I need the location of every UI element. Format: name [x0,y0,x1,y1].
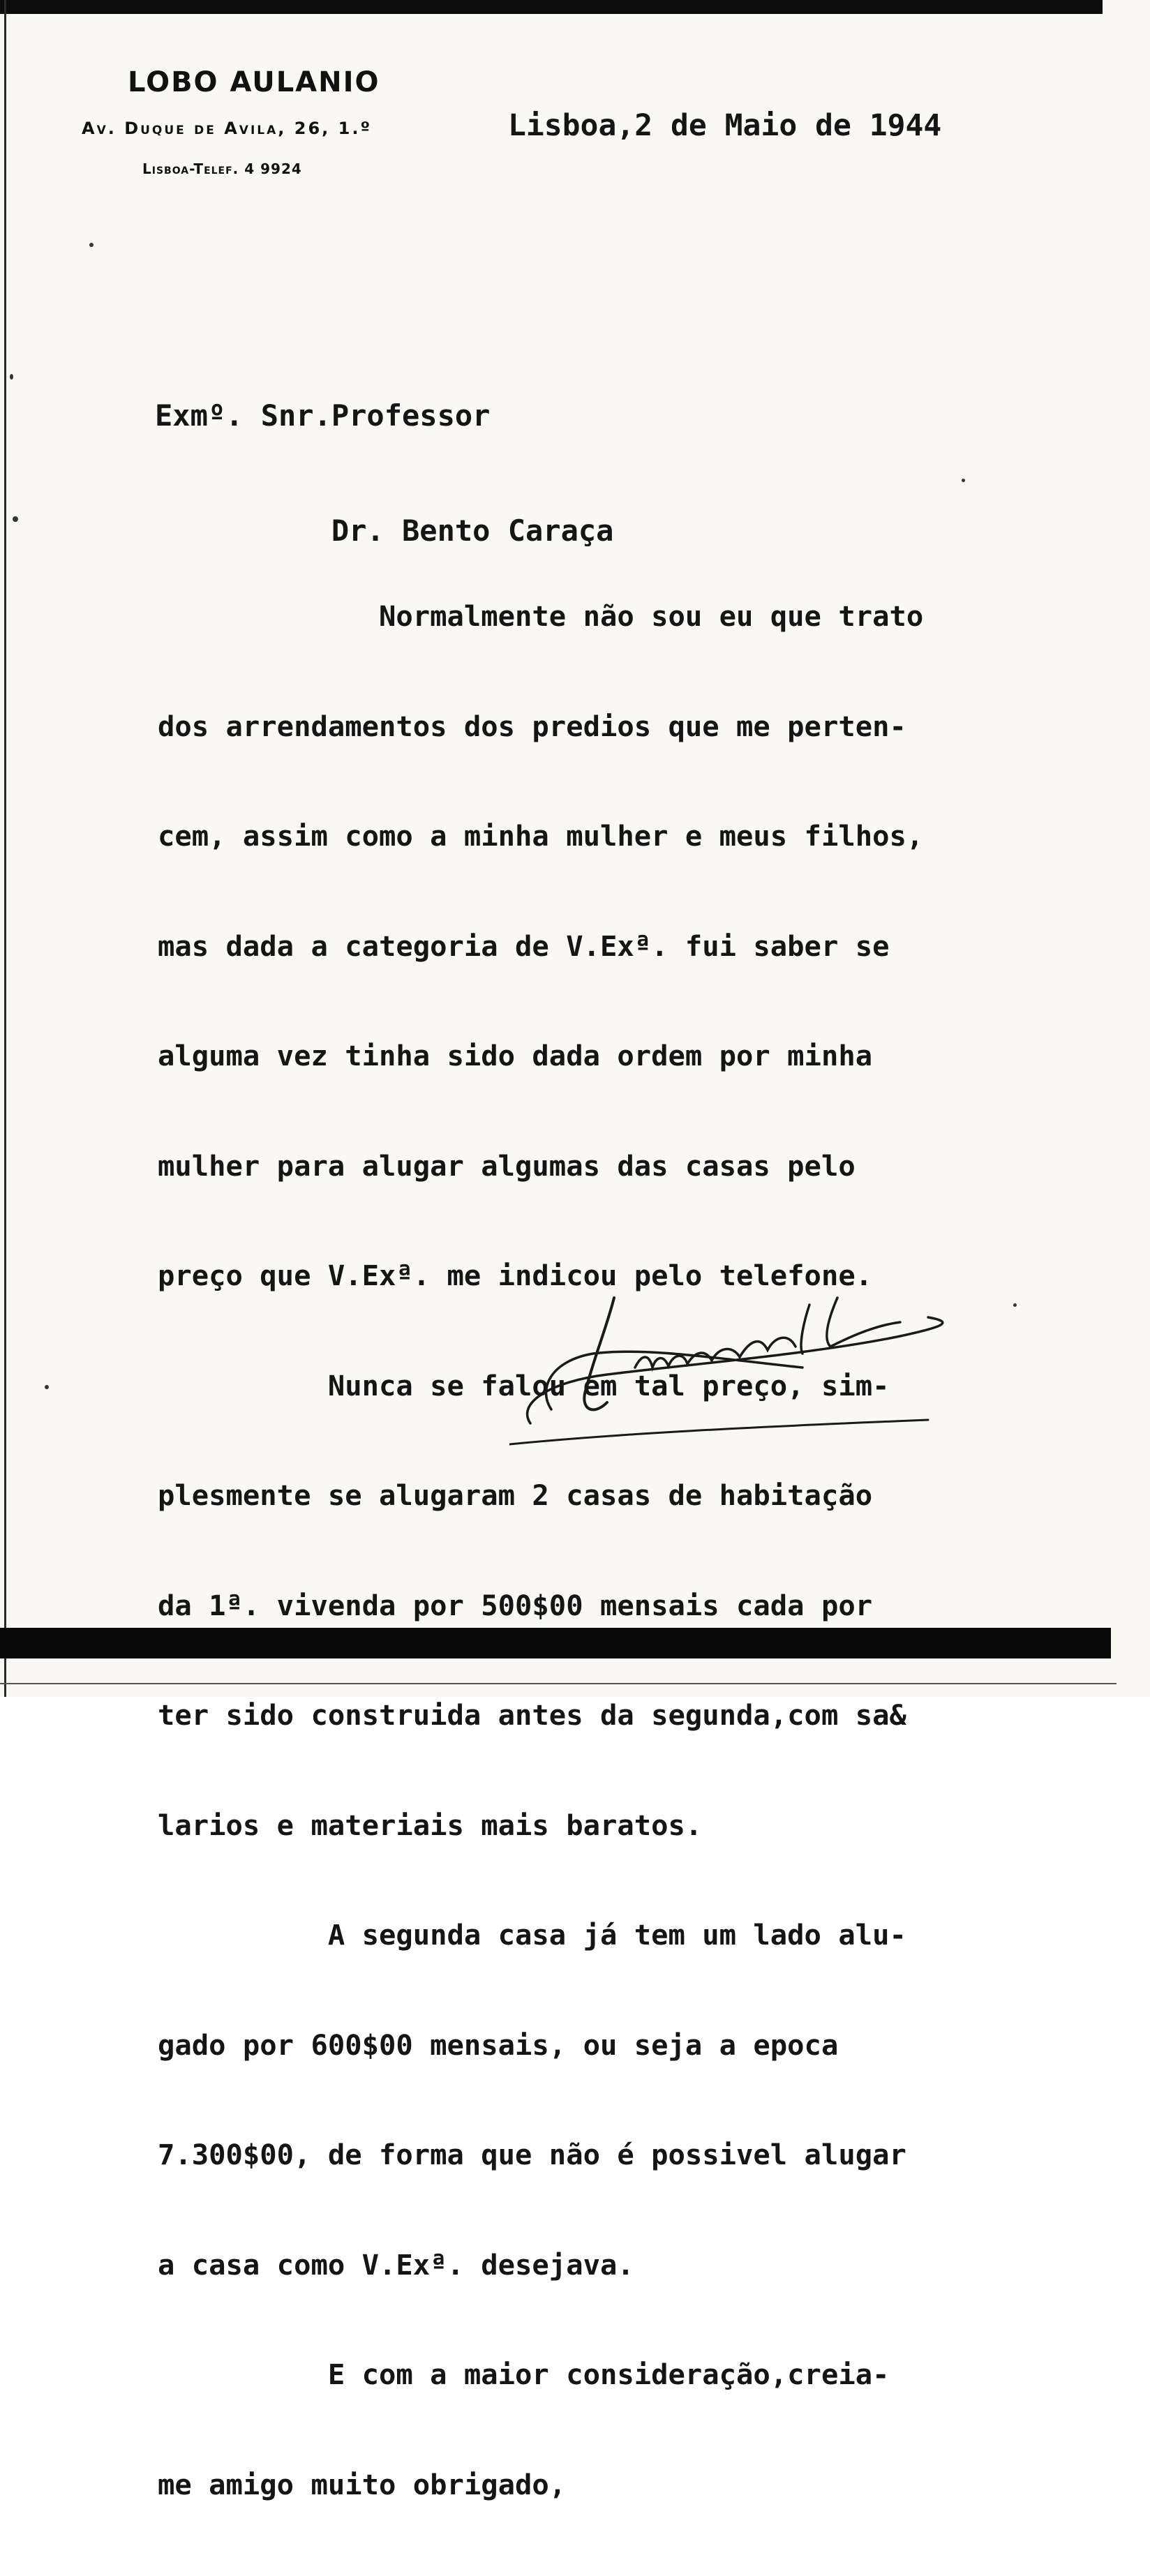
body-line: plesmente se alugaram 2 casas de habitação [158,1478,873,1512]
scan-speck [89,243,94,247]
scan-speck [962,479,965,482]
body-line: Normalmente não sou eu que trato [158,599,924,633]
scan-speck [10,374,13,380]
scan-speck [1013,1303,1017,1307]
letterhead-address: Av. Duque de Avila, 26, 1.º [82,119,372,138]
letterhead-phone: Lisboa-Telef. 4 9924 [142,160,302,177]
body-line: a casa como V.Exª. desejava. [158,2247,634,2282]
body-line: gado por 600$00 mensais, ou seja a epoca [158,2028,839,2062]
body-line: dos arrendamentos dos predios que me perten- [158,709,906,743]
body-line: alguma vez tinha sido dada ordem por minha [158,1039,873,1072]
body-line: mas dada a categoria de V.Exª. fui saber se [158,929,890,963]
body-line: Nunca se falou em tal preço, sim- [158,1368,890,1402]
scan-border-left [4,0,6,1697]
body-line: da 1ª. vivenda por 500$00 mensais cada por [158,1588,873,1622]
body-line: 7.300$00, de forma que não é possivel alugar [158,2138,906,2171]
body-line: preço que V.Exª. me indicou pelo telefone. [158,1259,873,1292]
body-line: larios e materiais mais baratos. [158,1808,703,1842]
body-line: cem, assim como a minha mulher e meus filhos, [158,819,924,853]
body-line: mulher para alugar algumas das casas pelo [158,1148,856,1183]
body-line: me amigo muito obrigado, [158,2467,567,2501]
letter-date: Lisboa,2 de Maio de 1944 [508,108,942,143]
scan-speck [45,1385,49,1389]
body-line: E com a maior consideração,creia- [158,2358,890,2391]
body-line: ter sido construida antes da segunda,com sa& [158,1698,906,1732]
letter-body [158,525,923,2576]
recipient-name: Dr. Bento Caraça [155,514,614,548]
recipient-salutation: Exmº. Snr.Professor [155,398,491,433]
body-line: A segunda casa já tem um lado alu- [158,1918,906,1952]
handwritten-signature [509,1284,984,1451]
letterhead-name: LOBO AULANIO [128,66,380,98]
scan-speck [13,516,18,522]
scan-border-top [0,0,1103,14]
